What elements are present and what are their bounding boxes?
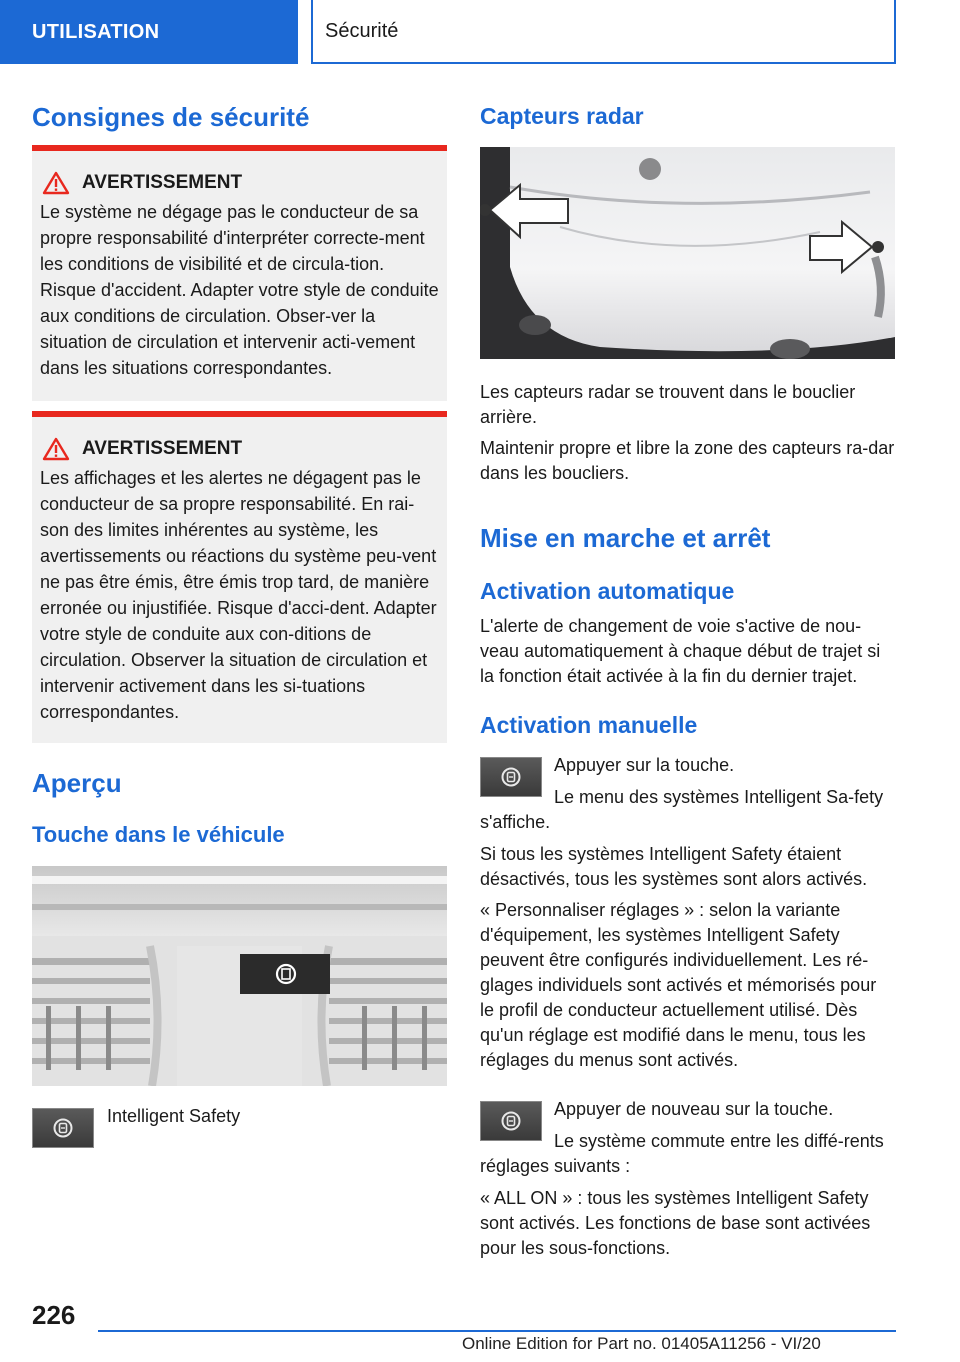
section-label: Sécurité [325,19,399,42]
manual-paragraph-3: « ALL ON » : tous les systèmes Intelligent Safety sont activés. Les fonctions de base sont activées pour les sous-fonctions. [480,1188,871,1258]
intelligent-safety-icon [32,1108,94,1148]
auto-activation-title: Activation automatique [480,578,735,604]
warning-text-2: Les affichages et les alertes ne dégagent pas le conducteur de sa propre responsabilité. En rai-son des limites inhérentes au système, les avertissements ou réactions du système peu-vent ne pas être émis, être émis trop tard, de manière erronée ou injustifiée. Risque d'acci-dent. Adapter votre style de conduite aux con-ditions de circulation. Observer la situation de circulation et intervenir activement dans les si-tuations correspondantes. [40,468,437,722]
warning-heading-1 [42,171,439,195]
page-number: 226 [32,1300,76,1330]
warning-triangle-icon [42,171,70,195]
chapter-label: UTILISATION [32,20,160,43]
section-header [311,0,896,64]
manual-step-2b: Le système commute entre les diffé-rents réglages suivants : [480,1131,884,1176]
button-caption: Intelligent Safety [107,1106,241,1126]
warning-label-2: AVERTISSEMENT [82,438,243,459]
radar-paragraph-2: Maintenir propre et libre la zone des capteurs ra-dar dans les boucliers. [480,438,895,483]
manual-step-2: Appuyer de nouveau sur la touche. [554,1099,834,1119]
warning-triangle-icon [42,437,70,461]
manual-step-1: Appuyer sur la touche. [554,755,735,775]
safety-title: Consignes de sécurité [32,102,310,132]
warning-box-2 [32,411,447,743]
edition-text: Online Edition for Part no. 01405A11256 - VI/20 [462,1334,821,1353]
auto-activation-text: L'alerte de changement de voie s'active de nou-veau automatiquement à chaque début de trajet si la fonction était activée à la fin du dernier trajet. [480,616,881,686]
radar-sensors-image [480,147,895,359]
on-off-title: Mise en marche et arrêt [480,523,771,553]
radar-title: Capteurs radar [480,103,644,129]
dashboard-button-image [32,866,447,1086]
overview-title: Aperçu [32,768,122,798]
dashboard-illustration [32,866,447,1086]
warning-text-1: Le système ne dégage pas le conducteur de sa propre responsabilité d'interpréter correcte-ment les conditions de visibilité et de circula-tion. Risque d'accident. Adapter votre style de conduite aux conditions de circulation. Obser-ver la situation de circulation et intervenir acti-vement dans les situations correspondantes. [40,202,439,378]
manual-paragraph-2: « Personnaliser réglages » : selon la variante d'équipement, les systèmes Intelligent Safety peuvent être configurés individuellement. Les ré-glages individuels sont activés et mémorisés pour le profil de conducteur actuellement utilisé. Dès qu'un réglage est modifié dans le menu, tous les réglages du menus sont activés. [480,900,877,1070]
footer-divider [98,1330,896,1332]
chapter-tab [0,0,298,64]
rear-bumper-illustration [480,147,895,359]
warning-heading-2 [42,437,439,461]
manual-paragraph-1: Si tous les systèmes Intelligent Safety étaient désactivés, tous les systèmes sont alors activés. [480,844,868,889]
manual-step-1b: Le menu des systèmes Intelligent Sa-fety s'affiche. [480,787,884,832]
intelligent-safety-button [32,1108,96,1148]
button-section-title: Touche dans le véhicule [32,822,285,847]
manual-activation-title: Activation manuelle [480,712,698,738]
warning-label-1: AVERTISSEMENT [82,172,243,193]
warning-box-1 [32,145,447,401]
radar-paragraph-1: Les capteurs radar se trouvent dans le bouclier arrière. [480,382,856,427]
